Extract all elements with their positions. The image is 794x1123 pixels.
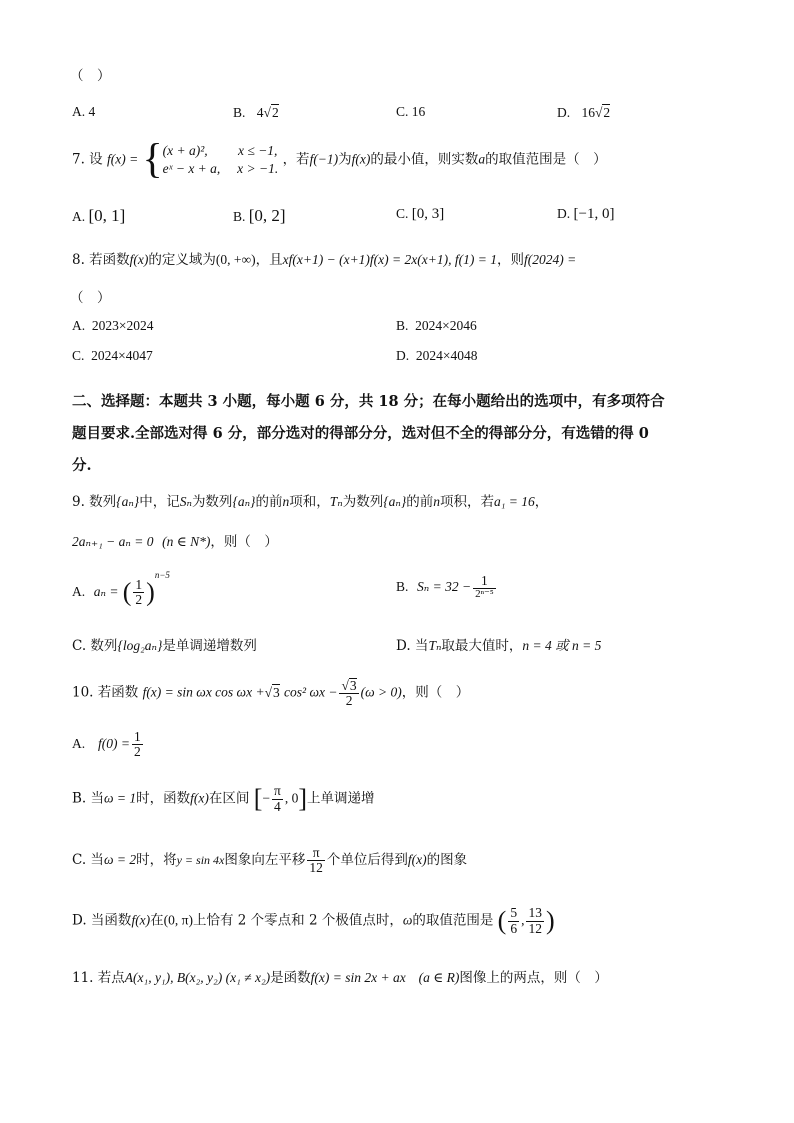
option-letter: D. bbox=[557, 105, 571, 120]
q10-option-d: D. 当函数f(x)在(0, π)上恰有 2 个零点和 2 个极值点时，ω的取值范围是 ( $\frac{5}{6}$ , $\frac{13}{12}$ ) bbox=[72, 905, 555, 936]
q8-stem: 8. 若函数f(x)的定义域为(0, +∞)，且xf(x+1) − (x+1)f(x) = 2x(x+1), f(1) = 1，则f(2024) = bbox=[72, 252, 577, 268]
q10-stem: 10. 若函数 f(x) = sin ωx cos ωx +√3 cos² ωx − $\frac{√3}{2}$ (ω > 0)，则（ ） bbox=[72, 678, 470, 709]
q6-option-c: C. 16 bbox=[396, 104, 426, 119]
q10-option-b: B. 当ω = 1时，函数f(x)在区间 [− $\frac{\pi}{4}$ , 0]上单调递增 bbox=[72, 783, 375, 814]
q8-option-b: B. 2024×2046 bbox=[396, 318, 477, 333]
q9-option-d: D. 当Tₙ取最大值时，n = 4 或 n = 5 bbox=[396, 638, 602, 654]
q6-option-a: A. 4 bbox=[72, 104, 96, 119]
q7-option-d: D. [−1, 0] bbox=[557, 206, 615, 222]
q7-stem: 7. 设 f(x) = {(x + a)², x ≤ −1, eˣ − x + a, x > −1. ，若f(−1)为f(x)的最小值，则实数a的取值范围是（ ） bbox=[72, 136, 607, 183]
option-value: 4√2 bbox=[256, 105, 279, 120]
q9-option-a: A. aₙ = ( $\frac{1}{2}$ )$^{n-5}$ bbox=[72, 570, 170, 607]
section-heading-line2: 题目要求.全部选对得 6 分，部分选对的得部分分，选对但不全的得部分分，有选错的得 0 bbox=[72, 425, 649, 442]
q8-option-c: C. 2024×4047 bbox=[72, 348, 153, 363]
q7-option-b: B. [0, 2] bbox=[233, 206, 286, 225]
q7-piecewise: (x + a)², x ≤ −1, eˣ − x + a, x > −1. bbox=[162, 143, 279, 177]
q9-stem-line2: 2aₙ₊₁ − aₙ = 0 (n ∈ N*)，则（ ） bbox=[72, 534, 278, 550]
q9-option-c: C. 数列{log₂aₙ}是单调递增数列 bbox=[72, 638, 257, 654]
q6-paren: （ ） bbox=[70, 68, 111, 84]
section-heading-line3: 分. bbox=[72, 457, 92, 474]
section-heading-line1: 二、选择题：本题共 3 小题，每小题 6 分，共 18 分；在每小题给出的选项中，有多项符合 bbox=[72, 393, 665, 410]
q8-option-d: D. 2024×4048 bbox=[396, 348, 478, 363]
q6-option-b bbox=[233, 104, 279, 121]
q9-stem-line1: 9. 数列{aₙ}中，记Sₙ为数列{aₙ}的前n项和，Tₙ为数列{aₙ}的前n项积，若a₁ = 16， bbox=[72, 494, 549, 510]
q8-option-a: A. 2023×2024 bbox=[72, 318, 154, 333]
q6-option-d bbox=[557, 104, 610, 121]
q9-option-b: B. Sₙ = 32 − $\frac{1}{\text{2ⁿ⁻⁵}}$ bbox=[396, 573, 494, 601]
option-letter: B. bbox=[233, 105, 246, 120]
q10-option-a: A. f(0) = $\frac{1}{2}$ bbox=[72, 729, 141, 760]
q10-option-c: C. 当ω = 2时，将y = sin 4x图象向左平移 $\frac{\pi}{12}$ 个单位后得到f(x)的图象 bbox=[72, 845, 468, 876]
q11-stem: 11. 若点A(x₁, y₁), B(x₂, y₂) (x₁ ≠ x₂)是函数f(x) = sin 2x + ax (a ∈ R)图像上的两点，则（ ） bbox=[72, 970, 608, 986]
q7-option-a: A. [0, 1] bbox=[72, 206, 126, 225]
q7-option-c: C. [0, 3] bbox=[396, 206, 445, 222]
q8-paren: （ ） bbox=[70, 290, 111, 306]
option-value: 16√2 bbox=[581, 105, 611, 120]
